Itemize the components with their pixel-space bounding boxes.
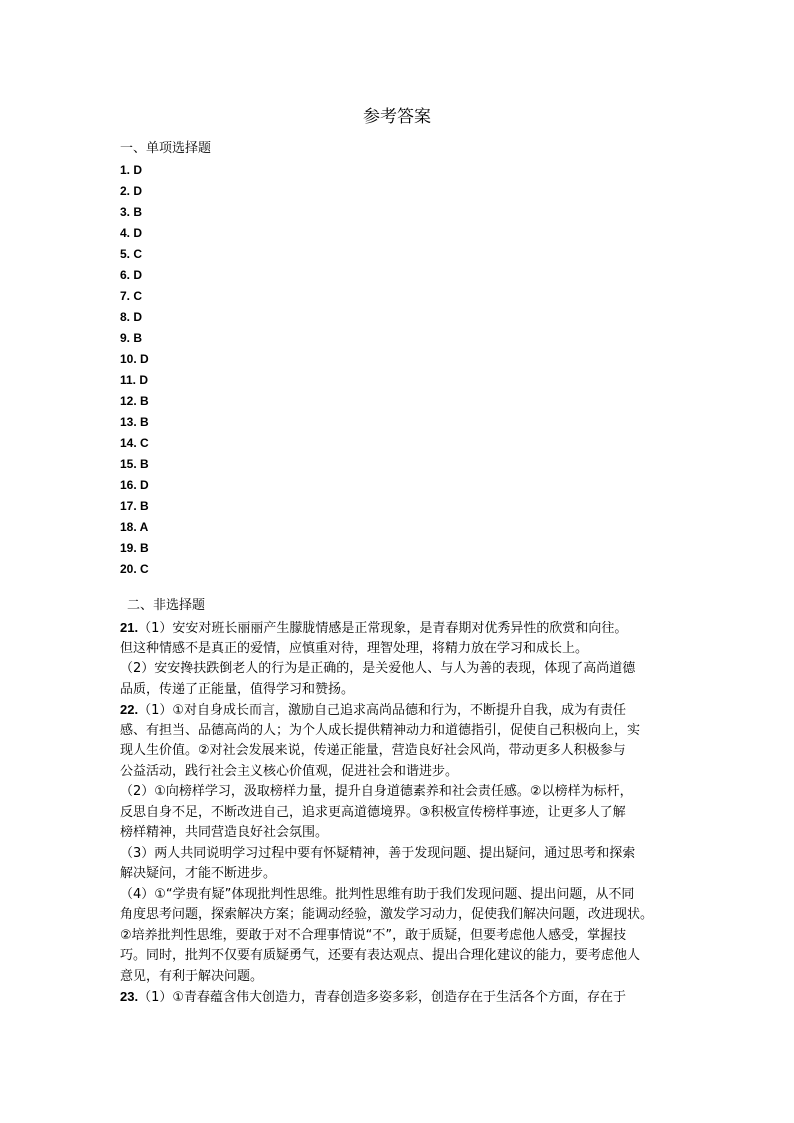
- answer-item: 19. B: [120, 541, 149, 555]
- answer-text: 感、有担当、品德高尚的人；为个人成长提供精神动力和道德指引，促使自己积极向上，实: [120, 722, 641, 738]
- text-line: [120, 885, 680, 906]
- answer-text: 但这种情感不是真正的爱情，应慎重对待，理智处理，将精力放在学习和成长上。: [120, 640, 589, 656]
- answer-item: 20. C: [120, 562, 149, 576]
- answer-item: 5. C: [120, 247, 143, 261]
- answer-text: 反思自身不足，不断改进自己，追求更高道德境界。③积极宣传榜样事迹，让更多人了解: [120, 804, 626, 820]
- text-line: [120, 864, 680, 885]
- answer-text: （2）①向榜样学习，汲取榜样力量，提升自身道德素养和社会责任感。②以榜样为标杆，: [120, 784, 633, 799]
- answer-item: 4. D: [120, 226, 143, 240]
- section-heading-multiple-choice: 一、单项选择题: [120, 141, 212, 156]
- answer-text: （4）①“学贵有疑”体现批判性思维。批判性思维有助于我们发现问题、提出问题，从不同: [120, 886, 635, 902]
- text-line: [120, 639, 680, 660]
- answer-item: 17. B: [120, 499, 149, 513]
- text-line: [120, 680, 680, 701]
- answer-list: [120, 161, 149, 581]
- answer-text: 角度思考问题，探索解决方案；能调动经验，激发学习动力，促使我们解决问题，改进现状。: [120, 907, 654, 922]
- question-number: 22.: [120, 702, 139, 717]
- answer-item: 7. C: [120, 289, 143, 303]
- answer-text: 公益活动，践行社会主义核心价值观，促进社会和谐进步。: [120, 763, 459, 779]
- text-line: [120, 762, 680, 783]
- answer-item: 12. B: [120, 394, 149, 408]
- answer-item: 11. D: [120, 373, 149, 387]
- answer-text: （3）两人共同说明学习过程中要有怀疑精神，善于发现问题、提出疑问，通过思考和探索: [120, 845, 636, 861]
- answer-text: ②培养批判性思维，要敢于对不合理事情说“不”，敢于质疑，但要考虑他人感受，掌握技: [120, 927, 627, 943]
- answer-item: 1. D: [120, 163, 143, 177]
- page-title: 参考答案: [363, 107, 431, 127]
- answer-item: 2. D: [120, 184, 143, 198]
- answer-text: 巧。同时，批判不仅要有质疑勇气，还要有表达观点、提出合理化建议的能力，要考虑他人: [120, 948, 641, 963]
- text-line: [120, 967, 680, 988]
- answer-item: 18. A: [120, 520, 149, 534]
- answer-text: 品质，传递了正能量，值得学习和赞扬。: [120, 681, 355, 697]
- text-line: [120, 782, 680, 803]
- answer-text: （1）安安对班长丽丽产生朦胧情感是正常现象，是青春期对优秀异性的欣赏和向往。: [138, 621, 628, 636]
- text-line: [120, 618, 680, 639]
- answer-item: 14. C: [120, 436, 149, 450]
- text-line: [120, 946, 680, 967]
- text-line: [120, 721, 680, 742]
- text-line: [120, 659, 680, 680]
- answer-item: 16. D: [120, 478, 149, 492]
- text-line: [120, 844, 680, 865]
- question-number: 23.: [120, 989, 139, 1004]
- text-line: [120, 700, 680, 721]
- text-line: [120, 987, 680, 1008]
- answer-text: 现人生价值。②对社会发展来说，传递正能量，营造良好社会风尚，带动更多人积极参与: [120, 743, 626, 758]
- answer-item: 10. D: [120, 352, 149, 366]
- answer-item: 9. B: [120, 331, 143, 345]
- answer-text: 解决疑问，才能不断进步。: [120, 866, 277, 881]
- answer-item: 6. D: [120, 268, 143, 282]
- section-heading-non-choice: 二、非选择题: [127, 598, 206, 613]
- answer-text: （2）安安搀扶跌倒老人的行为是正确的，是关爱他人、与人为善的表现，体现了高尚道德: [120, 661, 636, 676]
- answer-item: 13. B: [120, 415, 149, 429]
- answer-body: [120, 618, 680, 1008]
- answer-text: （1）①对自身成长而言，激励自己追求高尚品德和行为，不断提升自我，成为有责任: [138, 703, 627, 718]
- text-line: [120, 803, 680, 824]
- answer-item: 8. D: [120, 310, 143, 324]
- answer-text: 榜样精神，共同营造良好社会氛围。: [120, 825, 329, 840]
- answer-item: 3. B: [120, 205, 143, 219]
- answer-text: 意见，有利于解决问题。: [120, 968, 264, 984]
- text-line: [120, 741, 680, 762]
- text-line: [120, 823, 680, 844]
- answer-item: 15. B: [120, 457, 149, 471]
- text-line: [120, 905, 680, 926]
- answer-text: （1）①青春蕴含伟大创造力，青春创造多姿多彩，创造存在于生活各个方面，存在于: [138, 990, 627, 1005]
- question-number: 21.: [120, 620, 139, 635]
- text-line: [120, 926, 680, 947]
